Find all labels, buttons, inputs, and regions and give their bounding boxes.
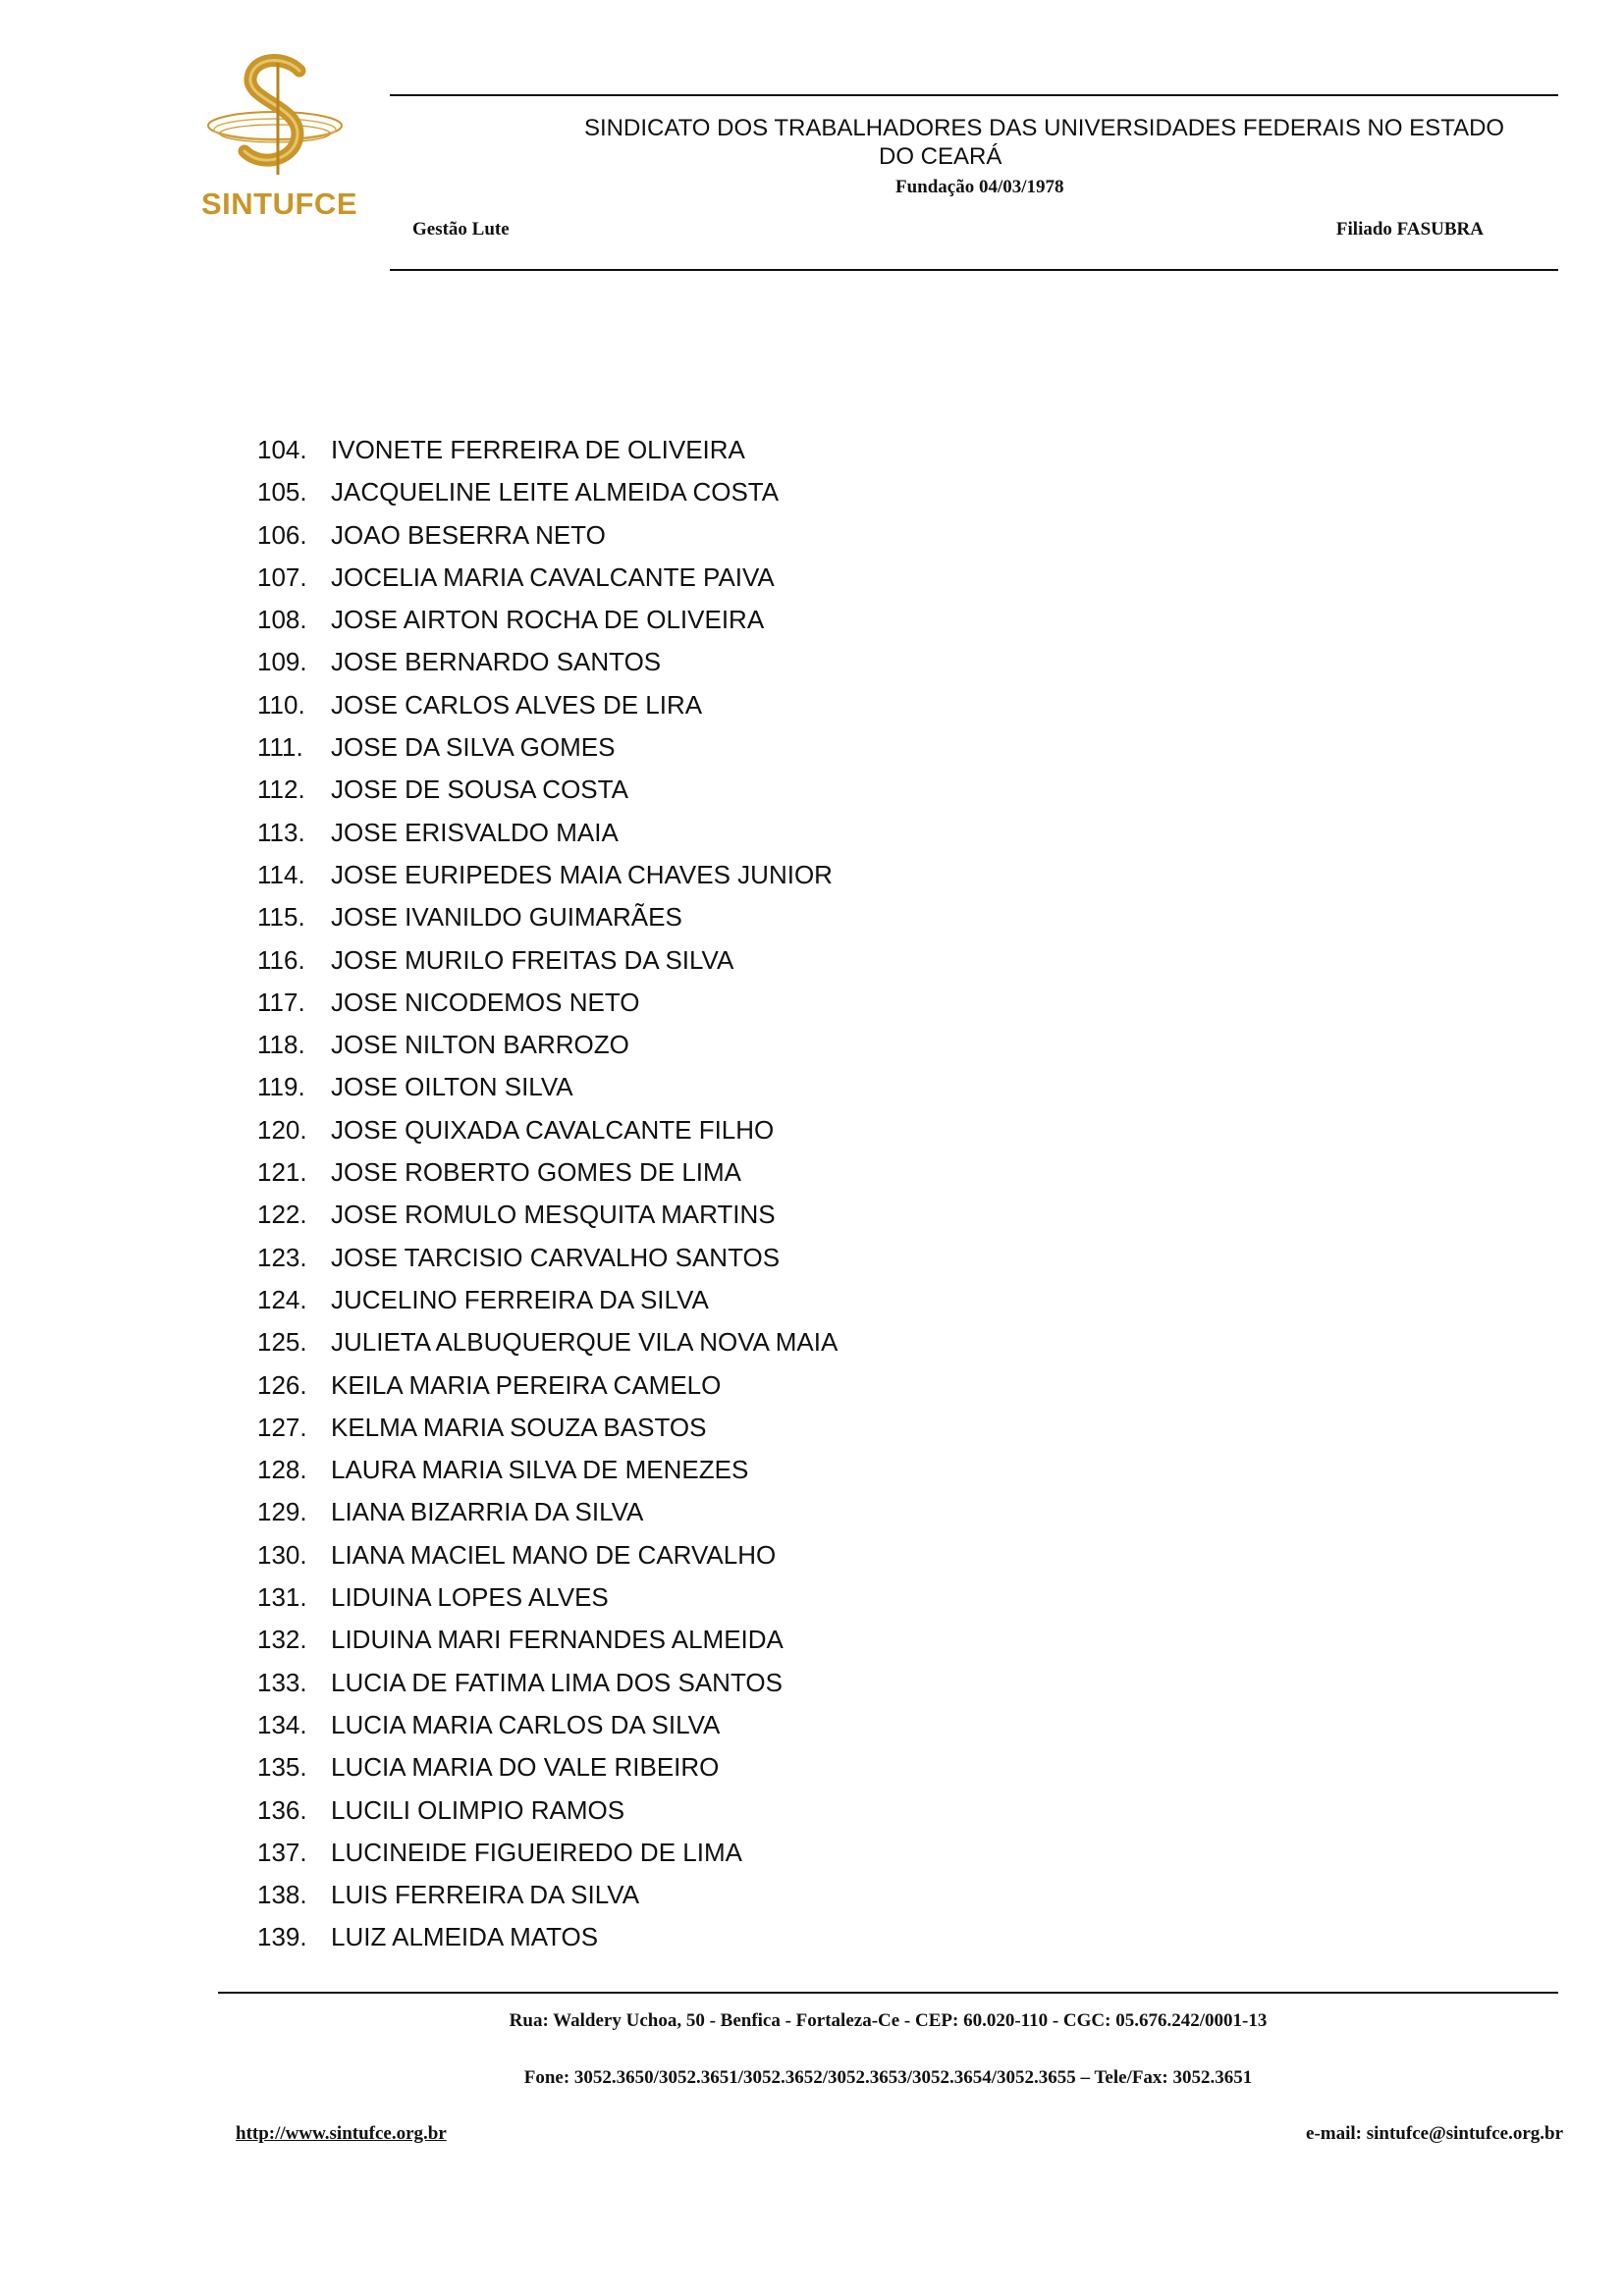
- member-name: LUIS FERREIRA DA SILVA: [331, 1880, 640, 1910]
- list-item: [257, 1449, 838, 1491]
- list-item: [257, 641, 838, 683]
- list-item: [257, 1789, 838, 1832]
- member-name: JOSE BERNARDO SANTOS: [331, 647, 662, 677]
- member-name: JOSE DE SOUSA COSTA: [331, 774, 628, 805]
- list-item: [257, 557, 838, 599]
- member-name: LIDUINA LOPES ALVES: [331, 1582, 609, 1613]
- affiliation-label: Filiado FASUBRA: [1335, 219, 1484, 240]
- member-name: KEILA MARIA PEREIRA CAMELO: [331, 1369, 722, 1400]
- member-name: JOCELIA MARIA CAVALCANTE PAIVA: [331, 561, 775, 592]
- list-item: [257, 599, 838, 641]
- list-item: [257, 1832, 838, 1874]
- list-item: [257, 1364, 838, 1407]
- list-item: [257, 1704, 838, 1746]
- list-item: [257, 1576, 838, 1619]
- member-number: 131.: [257, 1582, 307, 1613]
- list-item: [257, 1109, 838, 1151]
- management-label: Gestão Lute: [412, 219, 510, 240]
- member-name: LIANA BIZARRIA DA SILVA: [331, 1497, 644, 1527]
- list-item: [257, 854, 838, 896]
- email-address: e-mail: sintufce@sintufce.org.br: [1306, 2123, 1563, 2144]
- list-item: [257, 1237, 838, 1279]
- member-number: 126.: [257, 1369, 307, 1400]
- member-number: 121.: [257, 1157, 307, 1188]
- list-item: [257, 896, 838, 938]
- member-name: JOSE TARCISIO CARVALHO SANTOS: [331, 1242, 781, 1272]
- member-number: 137.: [257, 1837, 307, 1867]
- footer-phones: Fone: 3052.3650/3052.3651/3052.3652/3052.3653/3052.3654/3052.3655 – Tele/Fax: 3052.3651: [523, 2067, 1253, 2088]
- member-name: JOAO BESERRA NETO: [331, 519, 606, 550]
- footer-address: Rua: Waldery Uchoa, 50 - Benfica - Fortaleza-Ce - CEP: 60.020-110 - CGC: 05.676.242/0001-13: [509, 2010, 1268, 2031]
- list-item: [257, 684, 838, 726]
- list-item: [257, 726, 838, 769]
- member-number: 129.: [257, 1497, 307, 1527]
- member-name: LUCIA DE FATIMA LIMA DOS SANTOS: [331, 1667, 783, 1697]
- member-number: 104.: [257, 435, 307, 464]
- member-number: 105.: [257, 477, 307, 507]
- member-number: 106.: [257, 519, 307, 550]
- list-item: [257, 1874, 838, 1916]
- list-item: [257, 1916, 838, 1958]
- list-item: [257, 1662, 838, 1704]
- member-name: LIDUINA MARI FERNANDES ALMEIDA: [331, 1625, 784, 1655]
- member-name: JOSE DA SILVA GOMES: [331, 732, 616, 763]
- member-name: LUCINEIDE FIGUEIREDO DE LIMA: [331, 1837, 742, 1867]
- member-number: 136.: [257, 1794, 307, 1825]
- member-name: JOSE EURIPEDES MAIA CHAVES JUNIOR: [331, 859, 833, 889]
- member-number: 116.: [257, 944, 305, 975]
- list-item: [257, 1619, 838, 1661]
- list-item: [257, 429, 838, 471]
- member-number: 138.: [257, 1880, 307, 1910]
- member-name: LIANA MACIEL MANO DE CARVALHO: [331, 1539, 777, 1570]
- member-name: JOSE ROBERTO GOMES DE LIMA: [331, 1157, 742, 1188]
- member-name: JOSE ERISVALDO MAIA: [331, 817, 619, 847]
- list-item: [257, 1321, 838, 1363]
- member-number: 109.: [257, 647, 307, 677]
- member-name: LUCIA MARIA CARLOS DA SILVA: [331, 1709, 721, 1739]
- member-number: 119.: [257, 1072, 305, 1102]
- list-item: [257, 812, 838, 854]
- member-name: JACQUELINE LEITE ALMEIDA COSTA: [331, 477, 780, 507]
- member-name: JOSE MURILO FREITAS DA SILVA: [331, 944, 734, 975]
- member-number: 133.: [257, 1667, 307, 1697]
- list-item: [257, 769, 838, 811]
- member-name: LUIZ ALMEIDA MATOS: [331, 1922, 599, 1952]
- member-name: JOSE AIRTON ROCHA DE OLIVEIRA: [331, 605, 765, 635]
- header-top-divider: [390, 94, 1558, 96]
- sintufce-logo: [201, 49, 357, 226]
- member-name: IVONETE FERREIRA DE OLIVEIRA: [331, 435, 745, 464]
- list-item: [257, 514, 838, 557]
- member-number: 117.: [257, 987, 305, 1017]
- list-item: [257, 1407, 838, 1449]
- member-name: JOSE OILTON SILVA: [331, 1072, 573, 1102]
- member-number: 115.: [257, 902, 305, 933]
- member-name: LUCILI OLIMPIO RAMOS: [331, 1794, 625, 1825]
- member-number: 118.: [257, 1030, 305, 1060]
- organization-name: [584, 114, 1507, 171]
- member-number: 113.: [257, 817, 305, 847]
- member-name: LUCIA MARIA DO VALE RIBEIRO: [331, 1752, 720, 1783]
- list-item: [257, 471, 838, 513]
- member-name: KELMA MARIA SOUZA BASTOS: [331, 1412, 707, 1442]
- member-number: 130.: [257, 1539, 307, 1570]
- list-item: [257, 939, 838, 982]
- member-number: 135.: [257, 1752, 307, 1783]
- member-number: 110.: [257, 689, 305, 720]
- member-number: 107.: [257, 561, 307, 592]
- member-list: [257, 429, 838, 1959]
- list-item: [257, 1279, 838, 1321]
- member-number: 111.: [257, 732, 303, 763]
- member-name: JULIETA ALBUQUERQUE VILA NOVA MAIA: [331, 1327, 839, 1358]
- member-number: 108.: [257, 605, 307, 635]
- organization-name-line1: SINDICATO DOS TRABALHADORES DAS UNIVERSIDADES FEDERAIS NO ESTADO: [584, 115, 1505, 141]
- list-item: [257, 1534, 838, 1576]
- member-number: 139.: [257, 1922, 307, 1952]
- member-name: JOSE QUIXADA CAVALCANTE FILHO: [331, 1114, 775, 1145]
- member-name: JOSE ROMULO MESQUITA MARTINS: [331, 1200, 776, 1230]
- organization-name-line2: DO CEARÁ: [879, 143, 1002, 170]
- list-item: [257, 1024, 838, 1066]
- member-name: JOSE CARLOS ALVES DE LIRA: [331, 689, 703, 720]
- list-item: [257, 982, 838, 1024]
- member-name: JOSE NICODEMOS NETO: [331, 987, 640, 1017]
- member-name: JUCELINO FERREIRA DA SILVA: [331, 1284, 709, 1314]
- member-number: 132.: [257, 1625, 307, 1655]
- member-number: 134.: [257, 1709, 307, 1739]
- logo-wordmark: SINTUFCE: [201, 187, 357, 221]
- member-name: JOSE IVANILDO GUIMARÃES: [331, 902, 682, 933]
- member-number: 125.: [257, 1327, 307, 1358]
- member-number: 122.: [257, 1200, 307, 1230]
- founding-date: Fundação 04/03/1978: [895, 177, 1064, 197]
- member-number: 127.: [257, 1412, 307, 1442]
- logo-emblem-icon: [201, 49, 349, 187]
- member-name: LAURA MARIA SILVA DE MENEZES: [331, 1455, 749, 1485]
- member-number: 120.: [257, 1114, 307, 1145]
- website-link[interactable]: http://www.sintufce.org.br: [236, 2123, 447, 2144]
- member-number: 123.: [257, 1242, 307, 1272]
- member-number: 128.: [257, 1455, 307, 1485]
- member-number: 112.: [257, 774, 305, 805]
- member-number: 114.: [257, 859, 305, 889]
- member-name: JOSE NILTON BARROZO: [331, 1030, 629, 1060]
- header-bottom-divider: [390, 269, 1558, 271]
- list-item: [257, 1066, 838, 1108]
- list-item: [257, 1491, 838, 1533]
- footer-divider: [218, 1992, 1558, 1994]
- list-item: [257, 1194, 838, 1236]
- list-item: [257, 1746, 838, 1789]
- list-item: [257, 1151, 838, 1194]
- member-number: 124.: [257, 1284, 307, 1314]
